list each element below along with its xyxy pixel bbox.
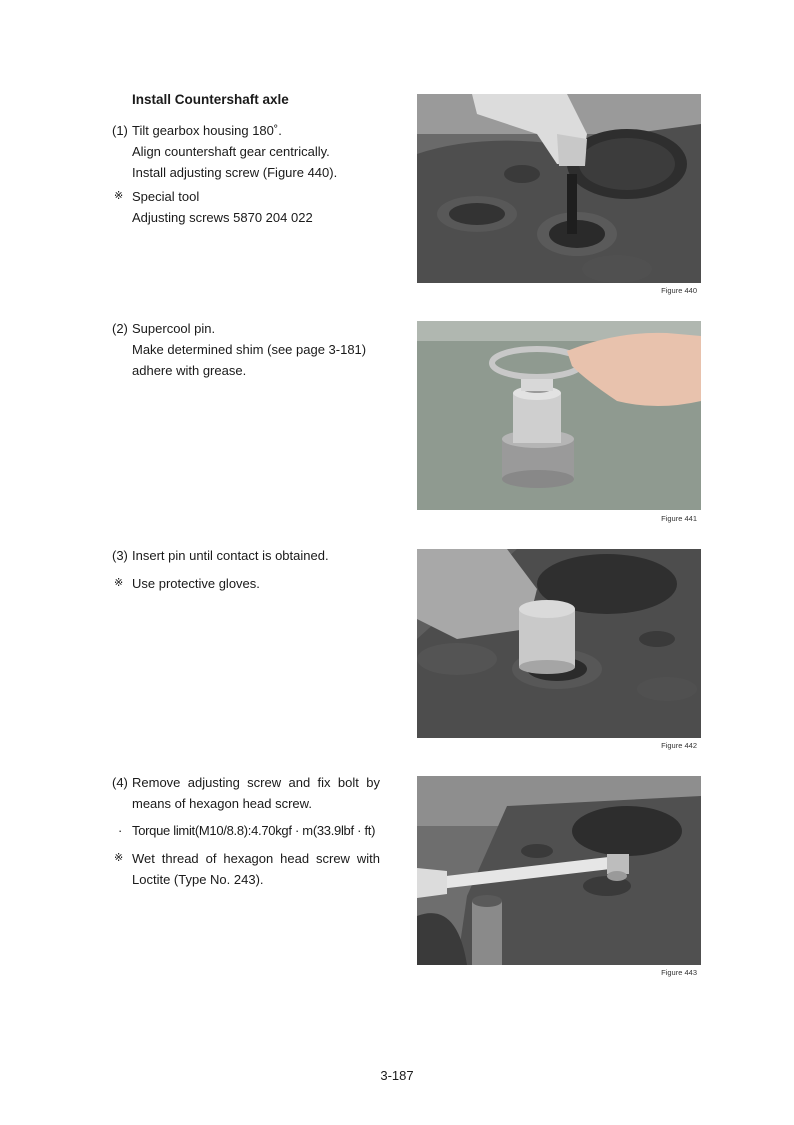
note-reference-mark-icon: ※	[114, 190, 124, 202]
step-text-line: Remove adjusting screw and fix bolt by	[132, 775, 380, 790]
figure-441-image	[417, 321, 701, 510]
note-text-line: Adjusting screws 5870 204 022	[132, 210, 313, 225]
step-text-line: Install adjusting screw (Figure 440).	[132, 165, 338, 180]
step-text-line: Align countershaft gear centrically.	[132, 144, 330, 159]
step-1	[112, 120, 380, 183]
torque-spec	[112, 820, 380, 841]
step-text-line: Make determined shim (see page 3-181)	[132, 342, 367, 357]
step-text-line: adhere with grease.	[132, 363, 247, 378]
figure-443-photo	[417, 776, 701, 965]
figure-caption: Figure 440	[661, 286, 697, 295]
figure-443-image	[417, 776, 701, 965]
step-4	[112, 772, 380, 814]
figure-441-photo	[417, 321, 701, 510]
page-number: 3-187	[380, 1068, 414, 1083]
bullet-dot-icon: ·	[118, 823, 123, 838]
note-text-line: Special tool	[132, 189, 200, 204]
section-heading: Install Countershaft axle	[132, 92, 289, 107]
figure-caption: Figure 443	[661, 968, 697, 977]
note-text-line: Use protective gloves.	[132, 576, 260, 591]
note-reference-mark-icon: ※	[114, 852, 124, 864]
step-text-line: Tilt gearbox housing 180˚.	[132, 123, 282, 138]
step-3-note	[112, 573, 380, 594]
step-1-note	[112, 186, 380, 228]
step-2	[112, 318, 380, 381]
note-reference-mark-icon: ※	[114, 577, 124, 589]
figure-440-image	[417, 94, 701, 283]
figure-440-photo	[417, 94, 701, 283]
step-number: (2)	[112, 321, 128, 336]
step-text-line: Insert pin until contact is obtained.	[132, 548, 329, 563]
figure-442-image	[417, 549, 701, 738]
step-number: (1)	[112, 123, 128, 138]
step-text-line: Supercool pin.	[132, 321, 216, 336]
note-text-line: Loctite (Type No. 243).	[132, 872, 264, 887]
step-number: (3)	[112, 548, 128, 563]
figure-442-photo	[417, 549, 701, 738]
figure-caption: Figure 442	[661, 741, 697, 750]
torque-spec-text: Torque limit(M10/8.8):4.70kgf · m(33.9lbf · ft)	[132, 823, 376, 838]
figure-caption: Figure 441	[661, 514, 697, 523]
step-4-note	[112, 848, 380, 890]
step-3	[112, 545, 380, 566]
note-text-line: Wet thread of hexagon head screw with	[132, 851, 380, 866]
step-text-line: means of hexagon head screw.	[132, 796, 312, 811]
step-number: (4)	[112, 775, 128, 790]
